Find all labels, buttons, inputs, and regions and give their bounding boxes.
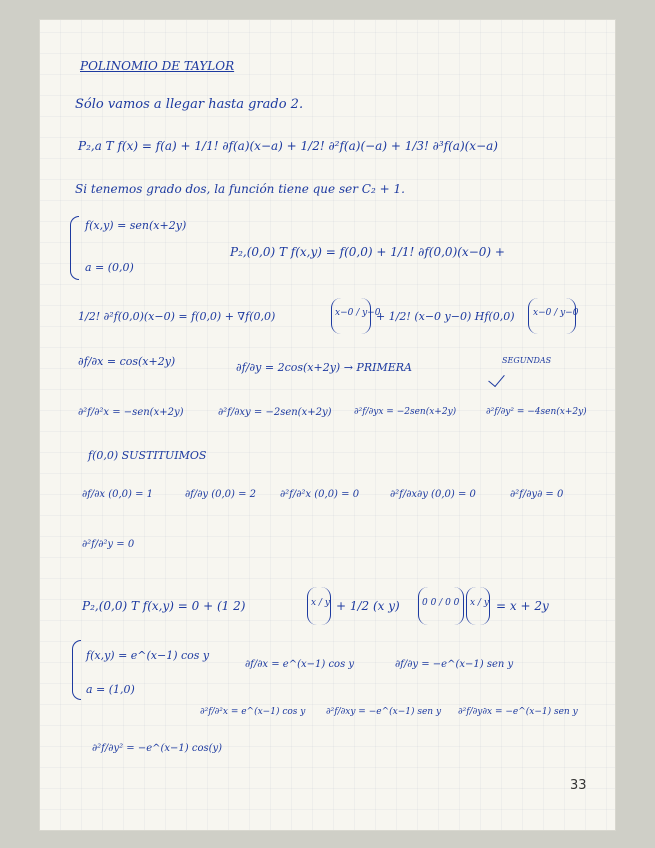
note-line: Sólo vamos a llegar hasta grado 2.	[75, 97, 304, 112]
taylor-result: + 1/2 (x y)	[336, 599, 400, 613]
vector-matrix: x / y	[307, 587, 331, 625]
annotation: SEGUNDAS	[502, 356, 552, 365]
vector-matrix: x−0 / y−0	[331, 298, 371, 334]
evaluated-derivative: ∂f/∂x (0,0) = 1	[82, 489, 154, 500]
expansion-line: 1/2! ∂²f(0,0)(x−0) = f(0,0) + ∇f(0,0)	[78, 310, 276, 323]
derivative: ∂²f/∂y² = −e^(x−1) cos(y)	[92, 743, 223, 754]
taylor-expansion: P₂,(0,0) T f(x,y) = f(0,0) + 1/1! ∂f(0,0)(x−0) +	[230, 245, 505, 259]
note-line: Si tenemos grado dos, la función tiene que ser C₂ + 1.	[75, 182, 405, 196]
notebook-page	[40, 20, 615, 830]
derivative: ∂f/∂y = 2cos(x+2y) → PRIMERA	[236, 361, 412, 374]
page-number: 33	[570, 778, 587, 793]
point-def: a = (0,0)	[85, 261, 134, 274]
evaluated-derivative: ∂f/∂y (0,0) = 2	[185, 489, 257, 500]
hessian-matrix: 0 0 / 0 0	[418, 587, 464, 625]
evaluated-derivative: ∂²f/∂y∂ = 0	[510, 489, 564, 500]
evaluated-derivative: ∂²f/∂x∂y (0,0) = 0	[390, 489, 476, 500]
system-brace	[70, 216, 79, 280]
derivative: ∂²f/∂y∂x = −e^(x−1) sen y	[458, 707, 578, 717]
taylor-result: = x + 2y	[496, 599, 549, 613]
derivative: ∂f/∂x = cos(x+2y)	[78, 355, 176, 368]
derivative: ∂²f/∂yx = −2sen(x+2y)	[354, 407, 457, 417]
page-title: POLINOMIO DE TAYLOR	[80, 59, 235, 73]
system-brace	[72, 640, 81, 700]
derivative: ∂²f/∂y² = −4sen(x+2y)	[486, 407, 587, 417]
taylor-formula: P₂,a T f(x) = f(a) + 1/1! ∂f(a)(x−a) + 1/2! ∂²f(a)(−a) + 1/3! ∂³f(a)(x−a)	[78, 139, 498, 153]
evaluated-derivative: ∂²f/∂²x (0,0) = 0	[280, 489, 360, 500]
derivative: ∂²f/∂xy = −e^(x−1) sen y	[326, 707, 442, 717]
vector-matrix: x−0 / y−0	[528, 298, 576, 334]
function-def: f(x,y) = e^(x−1) cos y	[86, 649, 210, 662]
taylor-result: P₂,(0,0) T f(x,y) = 0 + (1 2)	[82, 599, 246, 613]
derivative: ∂²f/∂²x = e^(x−1) cos y	[200, 707, 306, 717]
vector-matrix: x / y	[466, 587, 490, 625]
point-def: a = (1,0)	[86, 683, 135, 696]
expansion-line: + 1/2! (x−0 y−0) Hf(0,0)	[376, 310, 515, 323]
evaluated-derivative: ∂²f/∂²y = 0	[82, 539, 135, 550]
derivative: ∂f/∂x = e^(x−1) cos y	[245, 659, 355, 670]
derivative: ∂²f/∂xy = −2sen(x+2y)	[218, 407, 332, 418]
note-line: f(0,0) SUSTITUIMOS	[88, 449, 207, 462]
check-mark-icon	[488, 370, 505, 387]
derivative: ∂f/∂y = −e^(x−1) sen y	[395, 659, 514, 670]
function-def: f(x,y) = sen(x+2y)	[85, 219, 187, 232]
derivative: ∂²f/∂²x = −sen(x+2y)	[78, 407, 184, 418]
